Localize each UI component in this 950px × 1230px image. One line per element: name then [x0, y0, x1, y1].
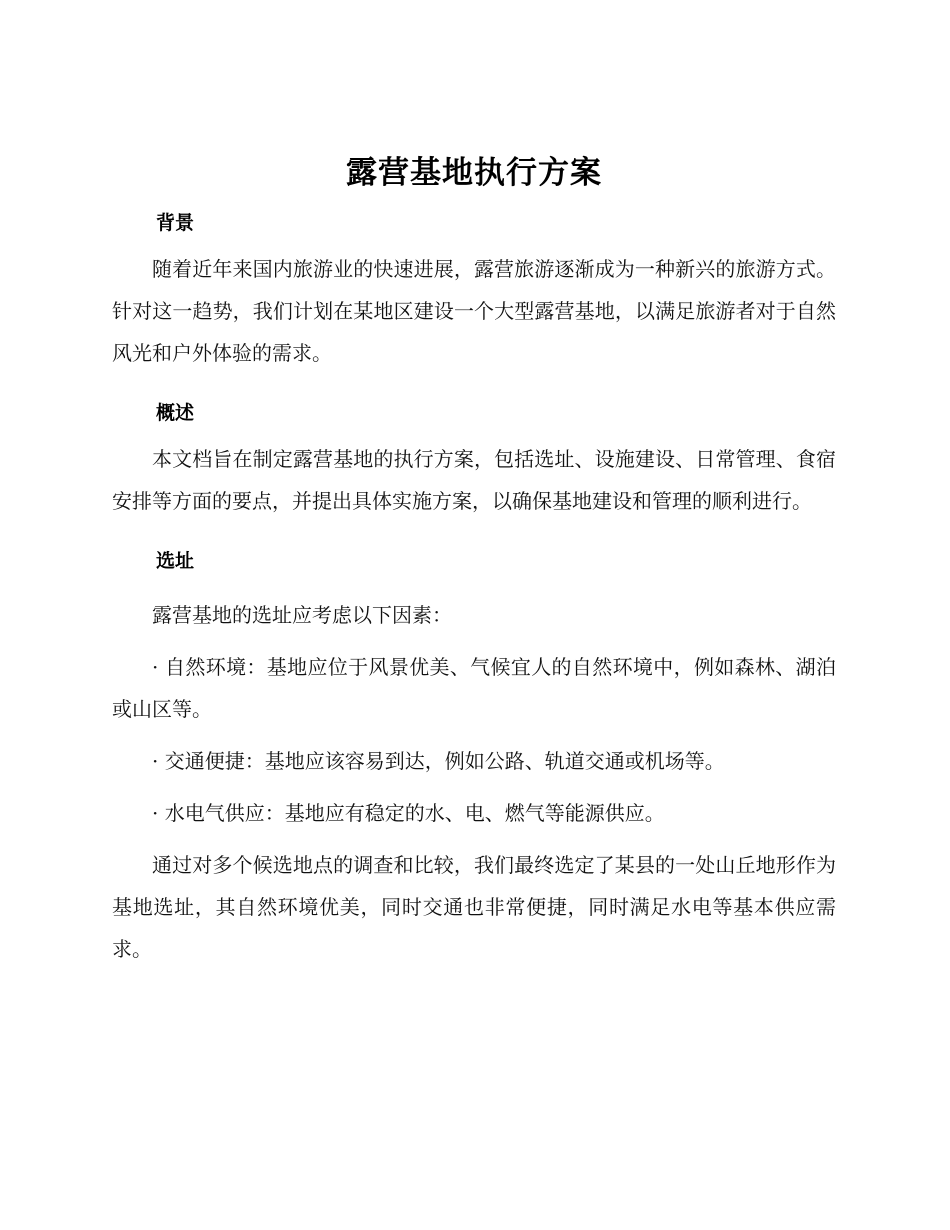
- spacer: [112, 834, 836, 844]
- spacer: [112, 198, 836, 208]
- bullet-item-transportation: · 交通便捷：基地应该容易到达，例如公路、轨道交通或机场等。: [152, 749, 725, 773]
- section-heading-background: 背景: [156, 212, 195, 234]
- document-title: 露营基地执行方案: [346, 155, 602, 191]
- spacer: [112, 374, 836, 398]
- section-background: [112, 208, 836, 374]
- paragraph-overview: 本文档旨在制定露营基地的执行方案，包括选址、设施建设、日常管理、食宿安排等方面的要点，并提出具体实施方案，以确保基地建设和管理的顺利进行。: [112, 447, 836, 513]
- section-heading-overview: 概述: [156, 402, 195, 424]
- bullet-item-natural-environment: · 自然环境：基地应位于风景优美、气候宜人的自然环境中，例如森林、湖泊或山区等。: [112, 655, 836, 721]
- paragraph-background: 随着近年来国内旅游业的快速进展，露营旅游逐渐成为一种新兴的旅游方式。针对这一趋势，我们计划在某地区建设一个大型露营基地，以满足旅游者对于自然风光和户外体验的需求。: [112, 257, 836, 365]
- spacer: [112, 730, 836, 740]
- paragraph-site-conclusion: 通过对多个候选地点的调查和比较，我们最终选定了某县的一处山丘地形作为基地选址，其自然环境优美，同时交通也非常便捷，同时满足水电等基本供应需求。: [112, 853, 836, 961]
- bullet-item-utilities: · 水电气供应：基地应有稳定的水、电、燃气等能源供应。: [152, 801, 665, 825]
- spacer: [112, 782, 836, 792]
- paragraph-site-intro: 露营基地的选址应考虑以下因素：: [152, 603, 452, 627]
- spacer: [112, 636, 836, 646]
- section-site-selection: [112, 546, 836, 970]
- spacer: [112, 238, 836, 248]
- spacer: [112, 428, 836, 438]
- spacer: [112, 522, 836, 546]
- section-overview: [112, 398, 836, 522]
- spacer: [112, 576, 836, 594]
- section-heading-site-selection: 选址: [156, 550, 195, 572]
- document-page: [112, 148, 836, 970]
